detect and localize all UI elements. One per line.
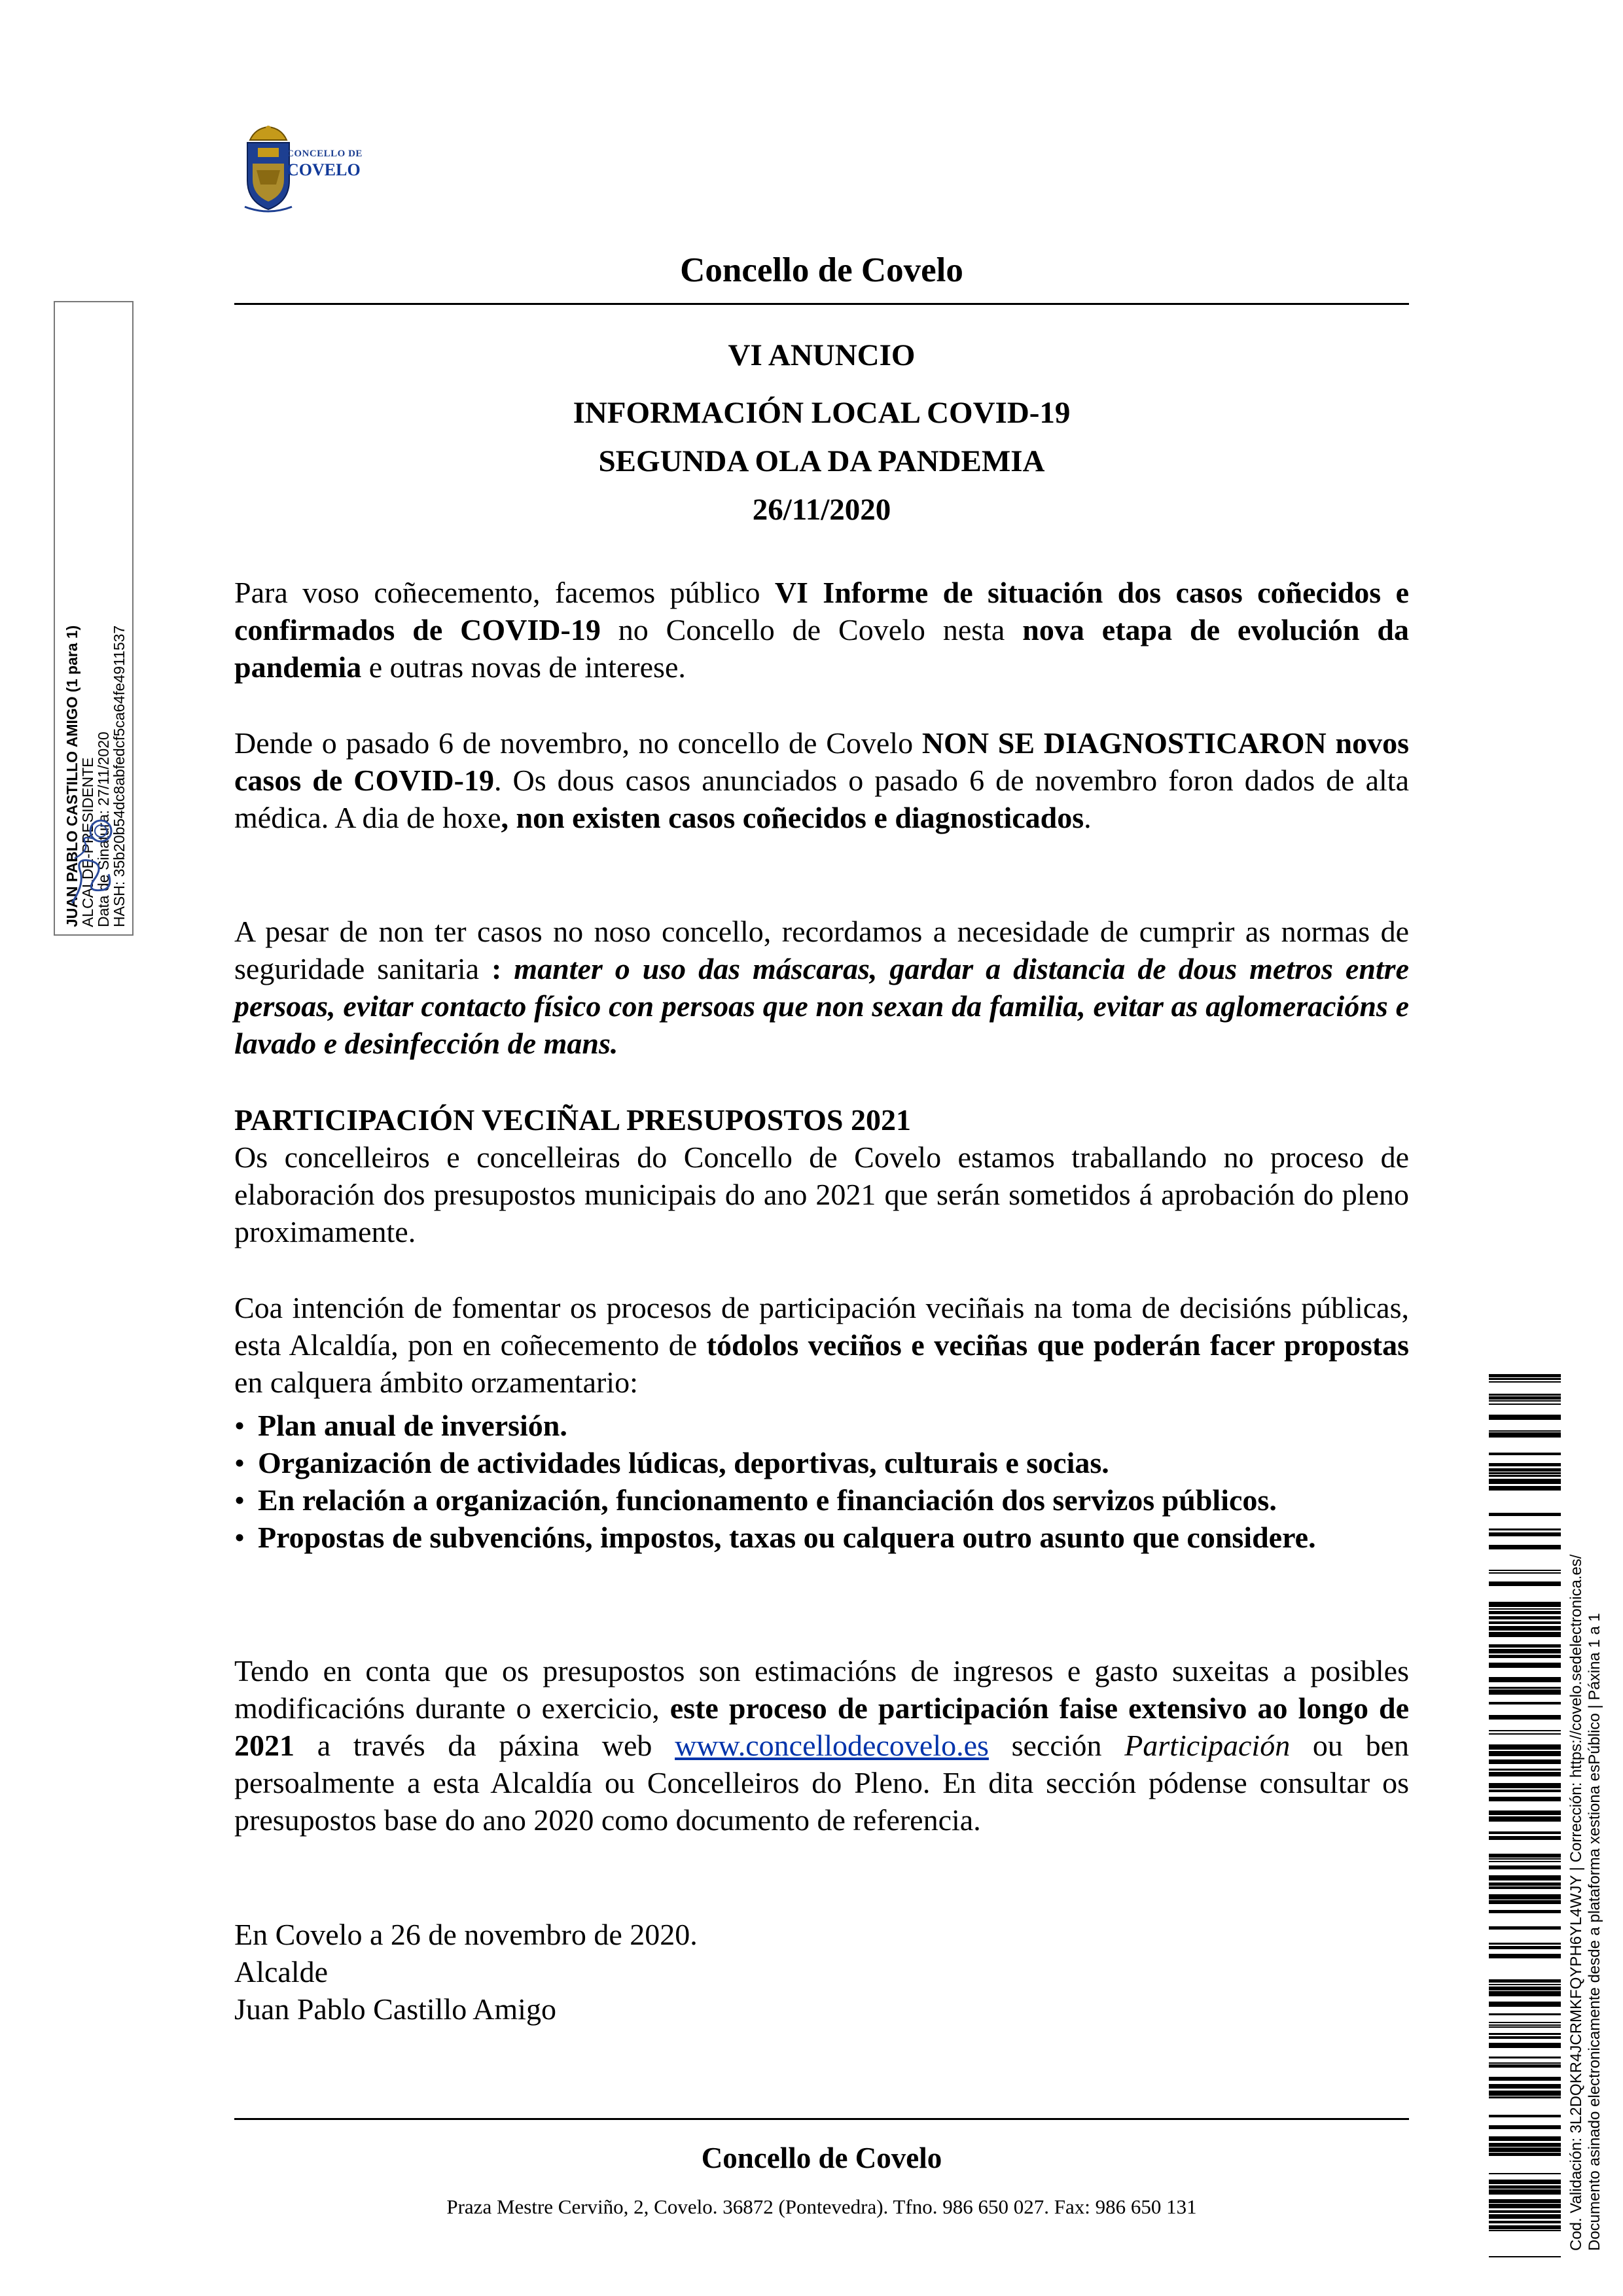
p1-text-b: VI Informe de situación dos casos coñecidos e confirmados de COVID-19	[234, 576, 1409, 646]
paragraph-cases	[234, 724, 1409, 836]
footer-address: Praza Mestre Cerviño, 2, Covelo. 36872 (Pontevedra). Tfno. 986 650 027. Fax: 986 650 131	[446, 2195, 1197, 2218]
validation-line-2: Documento asinado electronicamente desde a plataforma xestiona esPúblico | Páxina 1 a 1	[1586, 1613, 1603, 2251]
website-link[interactable]: www.concellodecovelo.es	[675, 1729, 989, 1762]
logo-wordmark	[287, 149, 363, 179]
p6-text-d: sección	[988, 1729, 1125, 1762]
p1-text-a: Para voso coñecemento, facemos público	[234, 576, 775, 609]
p1-text-e: e outras novas de interese.	[361, 650, 686, 684]
p6-text-a: Tendo en conta que os presupostos son estimacións de ingresos e gasto suxeitas a posibles modificacións durante o exercicio,	[234, 1654, 1409, 1725]
list-item	[234, 1481, 1409, 1519]
p6-text-c: a través da páxina web	[294, 1729, 675, 1762]
paragraph-intro	[234, 574, 1409, 686]
p6-text-f: ou ben persoalmente a esta Alcaldía ou Concelleiros do Pleno. En dita sección pódense consultar os presupostos base do ano 2020 como documento de referencia.	[234, 1729, 1410, 1837]
p5-text-a: Coa intención de fomentar os procesos de participación veciñais na toma de decisións públicas, esta Alcaldía, pon en coñecemento de	[234, 1291, 1409, 1362]
p2-text-e: .	[1084, 801, 1092, 834]
coat-of-arms-icon	[245, 126, 292, 211]
bullet-mark: •	[234, 1483, 245, 1517]
barcode-icon	[1489, 1374, 1561, 2257]
paragraph-safety	[234, 913, 1409, 1062]
list-item-text: Propostas de subvencións, impostos, taxas ou calquera outro asunto que considere.	[258, 1521, 1316, 1554]
list-item-text: Plan anual de inversión.	[258, 1409, 567, 1442]
p5-text-c: en calquera ámbito orzamentario:	[234, 1366, 638, 1399]
list-item	[234, 1444, 1409, 1481]
paragraph-process	[234, 1652, 1409, 1839]
signature-role: ALCALDE-PRESIDENTE	[79, 757, 96, 927]
list-item	[234, 1407, 1409, 1444]
footer-divider	[234, 2118, 1409, 2120]
p3-text-b: :	[491, 952, 502, 985]
section-text: Os concelleiros e concelleiras do Concello de Covelo estamos traballando no proceso de elaboración dos presupostos municipais do ano 2021 que serán sometidos á aprobación do pleno proximamente.	[234, 1140, 1409, 1248]
p1-text-c: no Concello de Covelo nesta	[600, 613, 1023, 646]
closing-place-date: En Covelo a 26 de novembro de 2020.	[234, 1918, 698, 1951]
p6-text-e: Participación	[1124, 1729, 1291, 1762]
p3-text-c: manter o uso das máscaras, gardar a distancia de dous metros entre persoas, evitar contacto físico con persoas que non sexan da familia, evitar as aglomeracións e lavado e desinfección de mans.	[234, 952, 1410, 1060]
p2-text-d: , non existen casos coñecidos e diagnosticados	[501, 801, 1084, 834]
page-title: Concello de Covelo	[680, 251, 963, 289]
bullet-mark: •	[234, 1521, 245, 1554]
bullet-mark: •	[234, 1446, 245, 1479]
bullet-mark: •	[234, 1409, 245, 1442]
section-heading: PARTICIPACIÓN VECIÑAL PRESUPOSTOS 2021	[234, 1103, 911, 1137]
list-item	[234, 1519, 1409, 1556]
p2-text-b: NON SE DIAGNOSTICARON novos casos de COVID-19	[234, 726, 1409, 797]
signature-hash: HASH: 35b20b54dc8abfedcf5ca64fe4911537	[111, 625, 128, 927]
signature-name: JUAN PABLO CASTILLO AMIGO (1 para 1)	[63, 625, 80, 927]
closing-name: Juan Pablo Castillo Amigo	[234, 1992, 556, 2026]
paragraph-proposals	[234, 1289, 1409, 1401]
footer-title: Concello de Covelo	[701, 2142, 942, 2174]
header-divider	[234, 303, 1409, 305]
p2-text-c: . Os dous casos anunciados o pasado 6 de novembro foron dados de alta médica. A dia de hoxe	[234, 764, 1409, 834]
p2-text-a: Dende o pasado 6 de novembro, no concello de Covelo	[234, 726, 922, 760]
p3-text-a: A pesar de non ter casos no noso concello, recordamos a necesidade de cumprir as normas de seguridade sanitaria	[234, 915, 1409, 985]
p5-text-b: tódolos veciños e veciñas que poderán facer propostas	[706, 1328, 1409, 1362]
closing-block	[234, 1916, 1409, 2028]
notice-date: 26/11/2020	[752, 493, 891, 527]
notice-subtitle: SEGUNDA OLA DA PANDEMIA	[598, 444, 1045, 478]
proposal-list	[234, 1407, 1409, 1556]
list-item-text: En relación a organización, funcionamento e financiación dos servizos públicos.	[258, 1483, 1277, 1517]
validation-text	[1567, 1368, 1604, 2251]
signature-date: Data de Sinatura: 27/11/2020	[95, 732, 112, 927]
p1-text-d: nova etapa de evolución da pandemia	[234, 613, 1410, 684]
notice-title: INFORMACIÓN LOCAL COVID-19	[573, 396, 1071, 430]
logo-line-2: COVELO	[287, 160, 361, 179]
section-participation	[234, 1101, 1409, 1250]
list-item-text: Organización de actividades lúdicas, deportivas, culturais e socias.	[258, 1446, 1109, 1479]
handwritten-signature-icon	[65, 811, 116, 910]
notice-number: VI ANUNCIO	[728, 338, 916, 372]
p6-text-b: este proceso de participación faise extensivo ao longo de 2021	[234, 1691, 1409, 1762]
closing-role: Alcalde	[234, 1955, 329, 1988]
logo-line-1: CONCELLO DE	[287, 149, 363, 159]
validation-line-1: Cod. Validación: 3L2DQKR4JCRMKFQYPH6YL4WJY | Corrección: https://covelo.sedelectronica.es/	[1567, 1554, 1585, 2251]
